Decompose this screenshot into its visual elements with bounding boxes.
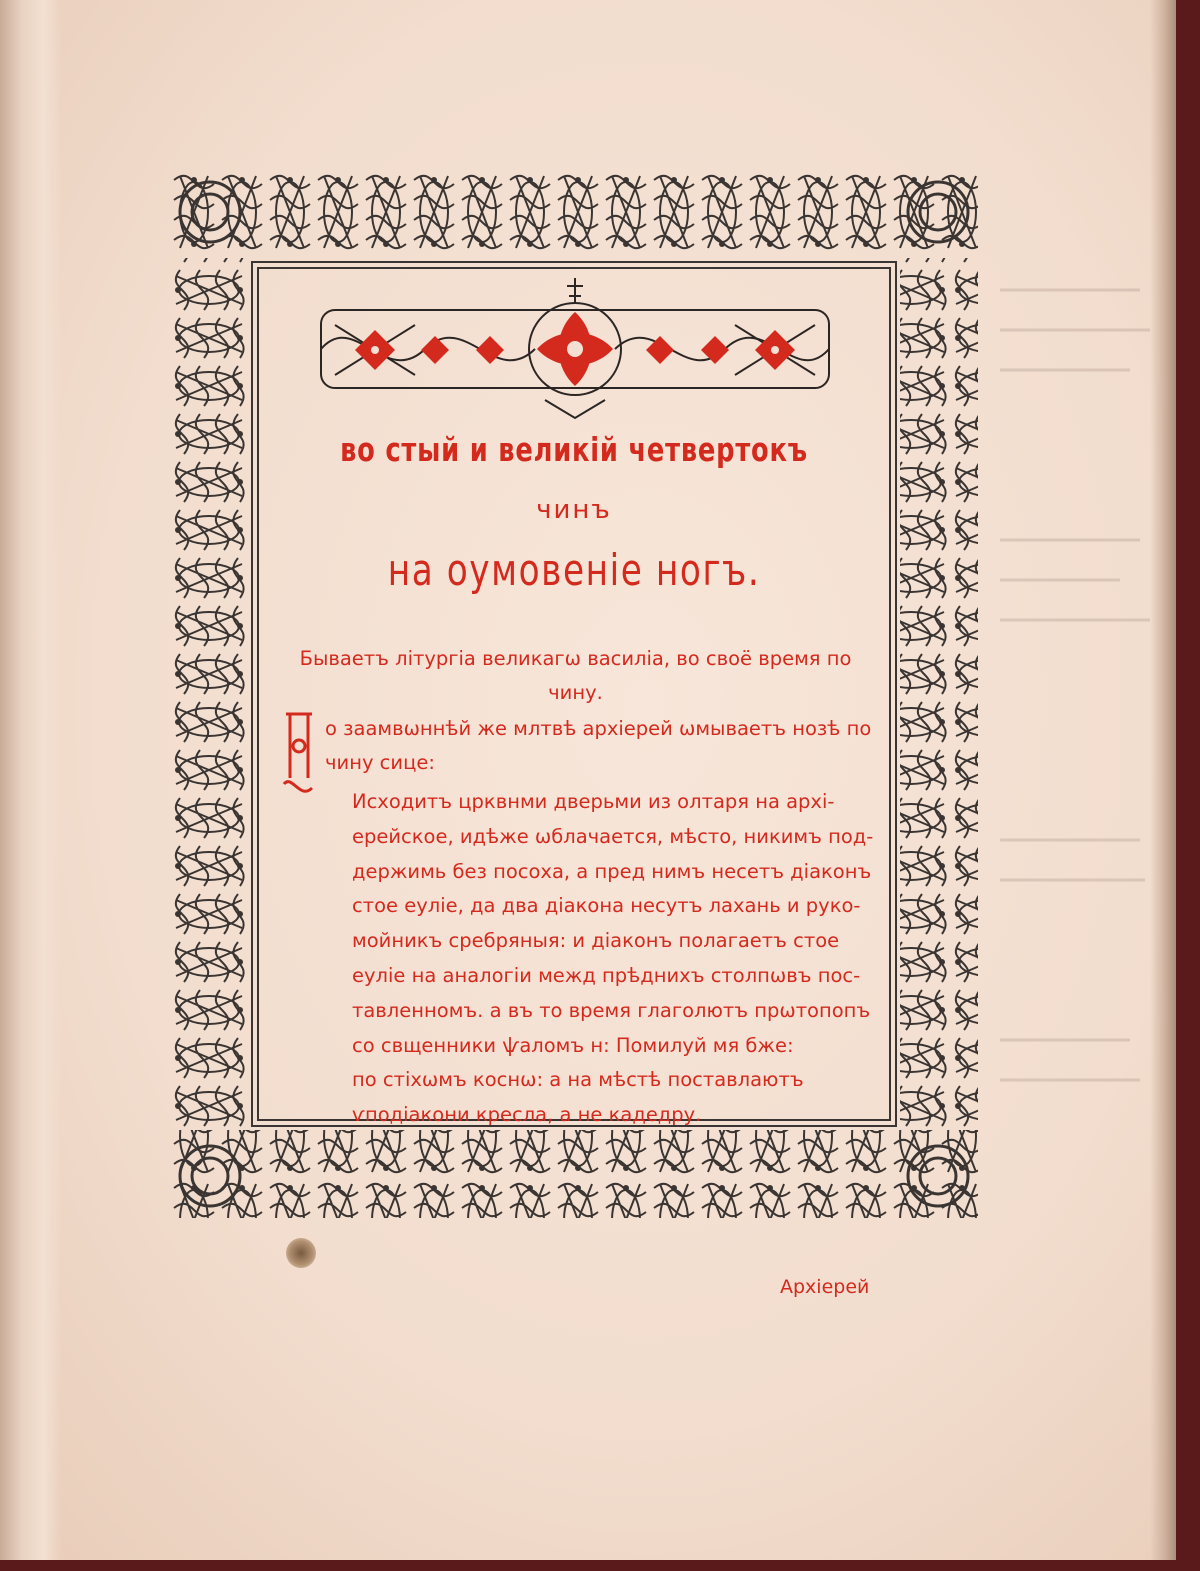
text-line: держимь без посоха, а пред нимъ несетъ діаконъ bbox=[352, 859, 872, 883]
paragraph-opening bbox=[325, 712, 873, 780]
page-gutter bbox=[0, 0, 62, 1560]
bleed-through-text bbox=[1000, 140, 1160, 1240]
paragraph-opening-text: о заамвѡннѣй же млтвѣ архіерей ѡмываетъ нозѣ по чину сице: bbox=[325, 717, 872, 774]
svg-text:П: П bbox=[289, 748, 290, 749]
catchword: Архіерей bbox=[780, 1276, 870, 1298]
text-block bbox=[270, 262, 878, 1142]
text-line: Исходитъ црквнми дверьми из олтаря на архі- bbox=[352, 790, 835, 813]
text-line: тавленномъ. а въ то время глаголютъ прѡтопопъ bbox=[352, 998, 871, 1022]
paper-stain bbox=[286, 1238, 316, 1268]
text-line: стое еуліе, да два діакона несутъ лахань и руко- bbox=[352, 894, 861, 918]
feast-title: во стый и великій четвертокъ bbox=[340, 430, 808, 469]
rubric-intro: Бываетъ літургіа великагѡ василіа, во своё время по чину. bbox=[299, 647, 852, 704]
text-line: со свщенники ѱаломъ н: Помилуй мя бже: bbox=[352, 1033, 794, 1057]
order-heading: чинъ bbox=[536, 495, 612, 525]
page-edge bbox=[1150, 0, 1176, 1560]
rite-title: на оумовеніе ногъ. bbox=[387, 545, 761, 596]
text-line: еуліе на аналогіи межд прѣднихъ столпѡвъ пос- bbox=[352, 963, 861, 987]
headpiece-ornament bbox=[315, 270, 835, 420]
text-line: мойникъ сребряныя: и діаконъ полагаетъ стое bbox=[352, 929, 840, 953]
text-line: по стіхѡмъ коснѡ: а на мѣстѣ поставлаютъ bbox=[352, 1068, 804, 1092]
text-line: ерейское, идѣже ѡблачается, мѣсто, никимъ под- bbox=[352, 824, 874, 848]
paragraph-rubric bbox=[280, 785, 875, 1133]
text-line: ѵподіакони кресла, а не кадедру. bbox=[352, 1103, 702, 1127]
